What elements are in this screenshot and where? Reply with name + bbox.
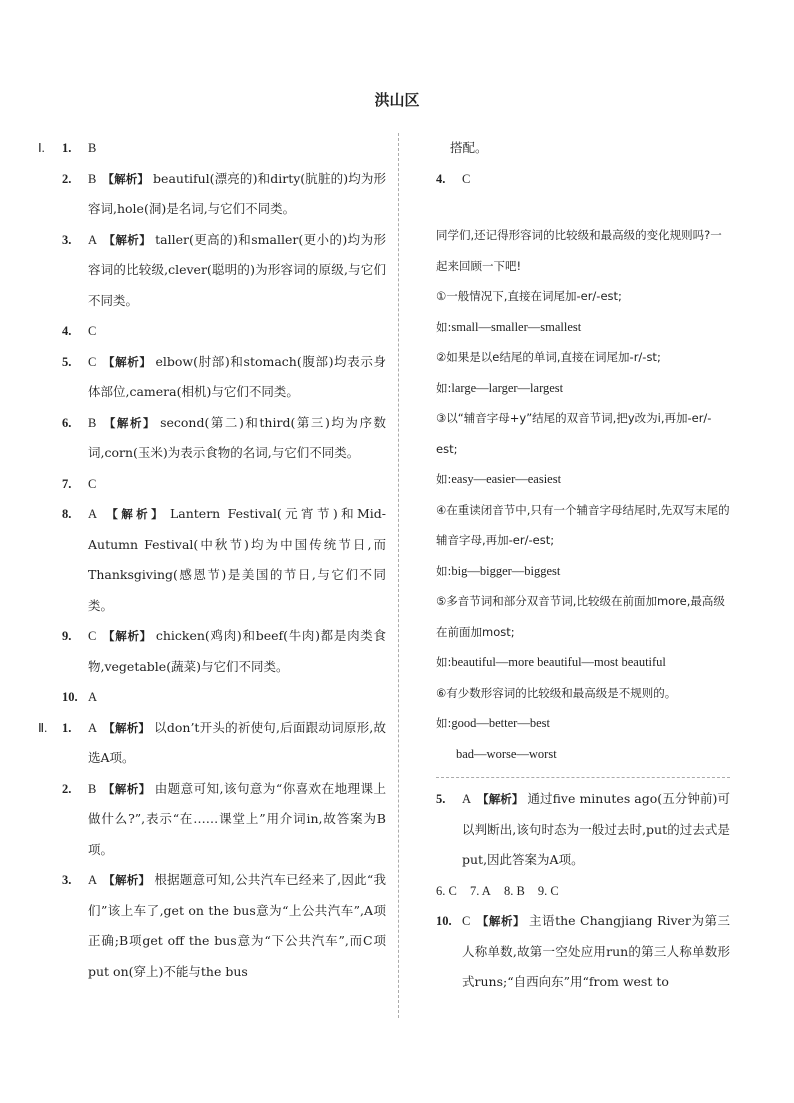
analysis-tag: 【解析】 <box>102 415 157 430</box>
answer-letter: C <box>88 476 97 491</box>
note-rule: ⑥有少数形容词的比较级和最高级是不规则的。 <box>436 685 677 700</box>
section-label: Ⅱ. <box>38 720 48 735</box>
example-label: 如: <box>436 716 452 730</box>
note-rule: ①一般情况下,直接在词尾加-er/-est; <box>436 289 622 303</box>
column-divider <box>398 133 399 1018</box>
note-intro: 同学们,还记得形容词的比较级和最高级的变化规则吗?一起来回顾一下吧! <box>436 228 722 273</box>
answer-letter: A <box>88 873 98 887</box>
analysis-text: 由题意可知,该句意为“你喜欢在地理课上做什么?”,表示“在……课堂上”用介词in,故答案为B项。 <box>88 780 386 857</box>
note-example <box>436 556 730 587</box>
example-label: 如: <box>436 563 452 578</box>
answer-item <box>62 865 386 987</box>
answer-letter: C <box>462 914 471 928</box>
note-example <box>436 647 730 678</box>
answer-item <box>38 713 386 774</box>
note-example <box>436 464 730 495</box>
answer-item <box>62 316 386 347</box>
analysis-text: elbow(肘部)和stomach(腹部)均表示身体部位,camera(相机)与它们不同类。 <box>88 353 387 399</box>
analysis-tag: 【解析】 <box>103 873 151 887</box>
answer-letter: B <box>88 415 97 430</box>
analysis-text: 根据题意可知,公共汽车已经来了,因此“我们”该上车了,get on the bus意为“上公共汽车”,A项正确;B项get off the bus意为“下公共汽车”,而C项put on(穿上)不能与the bus <box>88 872 386 979</box>
question-number: 3. <box>62 873 72 887</box>
example-words: good—better—best <box>451 716 550 730</box>
answer-item <box>62 408 386 469</box>
question-number: 5. <box>62 354 72 369</box>
analysis-text: beautiful(漂亮的)和dirty(肮脏的)均为形容词,hole(洞)是名词,与它们不同类。 <box>88 170 387 216</box>
answer-item <box>62 164 386 225</box>
analysis-tag: 【解析】 <box>102 171 150 186</box>
question-number: 7. <box>62 476 72 491</box>
note-example <box>436 312 730 343</box>
answer-letter: B <box>88 141 97 155</box>
analysis-text: chicken(鸡肉)和beef(牛肉)都是肉类食物,vegetable(蔬菜)与它们不同类。 <box>88 628 386 674</box>
question-number: 6. <box>62 415 72 430</box>
answer-letter: C <box>88 324 97 338</box>
answer-item <box>62 225 386 317</box>
answer-letter: A <box>88 690 98 704</box>
question-number: 10. <box>436 914 452 928</box>
question-number: 3. <box>62 232 72 247</box>
analysis-tag: 【解析】 <box>477 792 524 806</box>
question-number: 9. <box>62 629 72 643</box>
answer-item <box>62 469 386 500</box>
example-label: 如: <box>436 319 452 334</box>
analysis-text: 通过five minutes ago(五分钟前)可以判断出,该句时态为一般过去时,put的过去式是put,因此答案为A项。 <box>462 791 731 867</box>
analysis-tag: 【解析】 <box>102 781 151 796</box>
answer-item <box>62 621 386 682</box>
answer-letter: A <box>88 720 98 735</box>
answer-letter: C <box>462 171 471 186</box>
page-title: 洪山区 <box>374 91 420 109</box>
note-separator <box>436 777 730 778</box>
answer-letter: A <box>88 507 98 521</box>
spacer <box>436 194 730 220</box>
answer-item <box>436 784 730 876</box>
answer-item <box>62 347 386 408</box>
example-words: small—smaller—smallest <box>451 319 582 334</box>
answer-item: 9. C <box>537 883 559 898</box>
example-words: bad—worse—worst <box>456 746 557 761</box>
right-column <box>436 133 730 998</box>
analysis-text: taller(更高的)和smaller(更小的)均为形容词的比较级,clever(聪明的)为形容词的原级,与它们不同类。 <box>88 231 386 308</box>
analysis-text: 以don’t开头的祈使句,后面跟动词原形,故选A项。 <box>88 719 386 765</box>
question-number: 1. <box>62 720 72 735</box>
answer-item <box>62 682 386 713</box>
answer-item: 8. B <box>503 883 525 898</box>
answer-item: 6. C <box>436 883 457 898</box>
note-example <box>436 739 730 770</box>
answer-item <box>62 774 386 866</box>
analysis-tag: 【解析】 <box>476 914 526 928</box>
question-number: 5. <box>436 792 446 806</box>
example-words: big—bigger—biggest <box>451 563 561 578</box>
answer-letter: A <box>462 792 472 806</box>
section-label: Ⅰ. <box>38 141 45 155</box>
note-rule: ④在重读闭音节中,只有一个辅音字母结尾时,先双写末尾的辅音字母,再加-er/-est; <box>436 502 730 547</box>
answer-letter: B <box>88 781 97 796</box>
answer-item <box>38 133 386 164</box>
answer-item <box>436 906 730 998</box>
knowledge-note <box>436 220 730 769</box>
question-number: 4. <box>62 324 72 338</box>
answer-letter: B <box>88 171 97 186</box>
answer-letter: A <box>88 232 98 247</box>
continued-text: 搭配。 <box>450 140 488 155</box>
note-rule: ②如果是以e结尾的单词,直接在词尾加-r/-st; <box>436 350 661 364</box>
question-number: 4. <box>436 171 446 186</box>
example-label: 如: <box>436 380 452 395</box>
example-words: beautiful—more beautiful—most beautiful <box>451 655 666 669</box>
example-words: large—larger—largest <box>451 380 564 395</box>
answer-item <box>62 499 386 621</box>
analysis-tag: 【解析】 <box>103 720 151 735</box>
example-label: 如: <box>436 472 452 486</box>
example-label: 如: <box>436 655 452 669</box>
answer-item <box>436 164 730 195</box>
analysis-text: second(第二)和third(第三)均为序数词,corn(玉米)为表示食物的名词,与它们不同类。 <box>88 414 387 460</box>
answer-row <box>436 876 730 907</box>
analysis-tag: 【解析】 <box>103 507 166 521</box>
note-example <box>436 373 730 404</box>
question-number: 1. <box>62 141 72 155</box>
example-words: easy—easier—easiest <box>451 472 562 486</box>
note-rule: ⑤多音节词和部分双音节词,比较级在前面加more,最高级在前面加most; <box>436 594 725 639</box>
answer-letter: C <box>88 354 97 369</box>
analysis-text: Lantern Festival(元宵节)和Mid-Autumn Festival(中秋节)均为中国传统节日,而Thanksgiving(感恩节)是美国的节日,与它们不同类。 <box>88 506 387 613</box>
note-rule: ③以“辅音字母+y”结尾的双音节词,把y改为i,再加-er/-est; <box>436 411 712 456</box>
answer-letter: C <box>88 629 97 643</box>
analysis-tag: 【解析】 <box>102 354 152 369</box>
question-number: 2. <box>62 171 72 186</box>
analysis-tag: 【解析】 <box>102 629 152 643</box>
analysis-text: 主语the Changjiang River为第三人称单数,故第一空处应用run的第三人称单数形式runs;“自西向东”用“from west to <box>462 913 731 989</box>
answer-item: 7. A <box>469 883 491 898</box>
note-example <box>436 708 730 739</box>
question-number: 10. <box>62 690 78 704</box>
analysis-tag: 【解析】 <box>103 232 152 247</box>
question-number: 2. <box>62 781 72 796</box>
left-column <box>38 133 387 987</box>
question-number: 8. <box>62 507 72 521</box>
